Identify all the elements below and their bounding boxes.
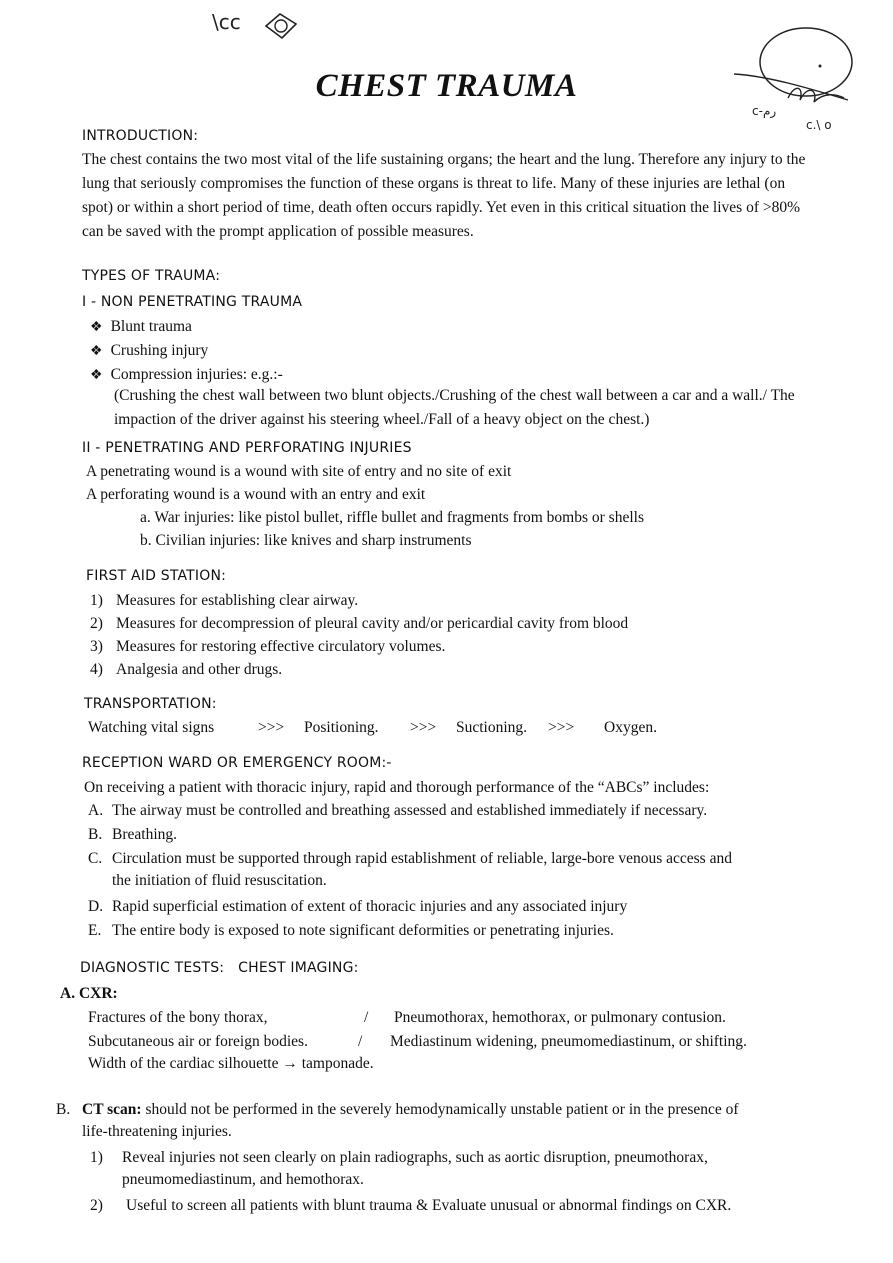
handwritten-circled-mark-icon	[262, 10, 302, 40]
list-item: 3) Measures for restoring effective circulatory volumes.	[90, 638, 446, 655]
cxr-row: Subcutaneous air or foreign bodies. / Mediastinum widening, pneumomediastinum, or shifting.	[88, 1033, 747, 1050]
handwritten-number: \cc	[212, 10, 241, 34]
list-item: 2) Measures for decompression of pleural cavity and/or pericardial cavity from blood	[90, 615, 629, 632]
penetrating-definition: A penetrating wound is a wound with site of entry and no site of exit	[86, 463, 512, 480]
list-item: 4) Analgesia and other drugs.	[90, 661, 283, 678]
list-item-continuation: the initiation of fluid resuscitation.	[112, 872, 327, 889]
list-item: E. The entire body is exposed to note significant deformities or penetrating injuries.	[88, 922, 614, 939]
diamond-bullet-icon: ❖	[90, 320, 103, 335]
page-title: CHEST TRAUMA	[315, 68, 578, 104]
list-item: 1) Measures for establishing clear airway.	[90, 592, 359, 609]
list-item: ❖ Compression injuries: e.g.:-	[90, 366, 283, 383]
transportation-steps: Watching vital signs >>> Positioning. >>> Suctioning. >>> Oxygen.	[88, 719, 657, 736]
list-item: 1) Reveal injuries not seen clearly on plain radiographs, such as aortic disruption, pneumothorax,	[90, 1149, 708, 1166]
reception-heading: RECEPTION WARD OR EMERGENCY ROOM:-	[82, 755, 392, 771]
diagnostic-heading: DIAGNOSTIC TESTS: CHEST IMAGING:	[80, 960, 359, 976]
cxr-row: Fractures of the bony thorax, / Pneumothorax, hemothorax, or pulmonary contusion.	[88, 1009, 726, 1026]
cxr-label: A. CXR:	[60, 985, 118, 1002]
non-penetrating-heading: I - NON PENETRATING TRAUMA	[82, 294, 303, 310]
reception-intro: On receiving a patient with thoracic injury, rapid and thorough performance of the “ABCs” includes:	[84, 779, 710, 796]
list-item: 2) Useful to screen all patients with blunt trauma & Evaluate unusual or abnormal findings on CXR.	[90, 1197, 732, 1214]
compression-note: (Crushing the chest wall between two blunt objects./Crushing of the chest wall between a car and a wall./ The impaction of the driver against his steering wheel./Fall of a heavy object on the chest.)	[114, 387, 795, 428]
first-aid-heading: FIRST AID STATION:	[86, 568, 227, 584]
list-item: C. Circulation must be supported through rapid establishment of reliable, large-bore venous access and	[88, 850, 732, 867]
diamond-bullet-icon: ❖	[90, 368, 103, 383]
list-item-continuation: pneumomediastinum, and hemothorax.	[122, 1171, 364, 1188]
introduction-text: The chest contains the two most vital of the life sustaining organs; the heart and the lung. Therefore any injury to the lung that seriously compromises the function of these organs is threat to life. Many of these injuries are lethal (on spot) or within a short period of time, death often occurs rapidly. Yet even in this critical situation the lives of >80% can be saved with the prompt application of possible measures.	[82, 151, 806, 240]
diamond-bullet-icon: ❖	[90, 344, 103, 359]
handwritten-corner-note: c.\ o	[806, 118, 832, 132]
perforating-definition: A perforating wound is a wound with an entry and exit	[86, 486, 426, 503]
ct-scan-continuation: life-threatening injuries.	[82, 1123, 232, 1140]
list-item: ❖ Blunt trauma	[90, 318, 192, 335]
introduction-heading: INTRODUCTION:	[82, 128, 199, 144]
ct-scan-entry: B. CT scan: should not be performed in the severely hemodynamically unstable patient or in the presence of	[56, 1101, 739, 1118]
cxr-row: Width of the cardiac silhouette → tamponade.	[88, 1055, 374, 1072]
penetrating-heading: II - PENETRATING AND PERFORATING INJURIES	[82, 440, 412, 456]
list-item: A. The airway must be controlled and breathing assessed and established immediately if necessary.	[88, 802, 708, 819]
list-item: a. War injuries: like pistol bullet, riffle bullet and fragments from bombs or shells	[140, 509, 644, 526]
list-item: B. Breathing.	[88, 826, 177, 843]
list-item: ❖ Crushing injury	[90, 342, 209, 359]
transportation-heading: TRANSPORTATION:	[84, 696, 217, 712]
list-item: b. Civilian injuries: like knives and sharp instruments	[140, 532, 472, 549]
list-item: D. Rapid superficial estimation of extent of thoracic injuries and any associated injury	[88, 898, 628, 915]
types-heading: TYPES OF TRAUMA:	[82, 268, 221, 284]
handwritten-date-note: c-رم	[752, 104, 777, 118]
